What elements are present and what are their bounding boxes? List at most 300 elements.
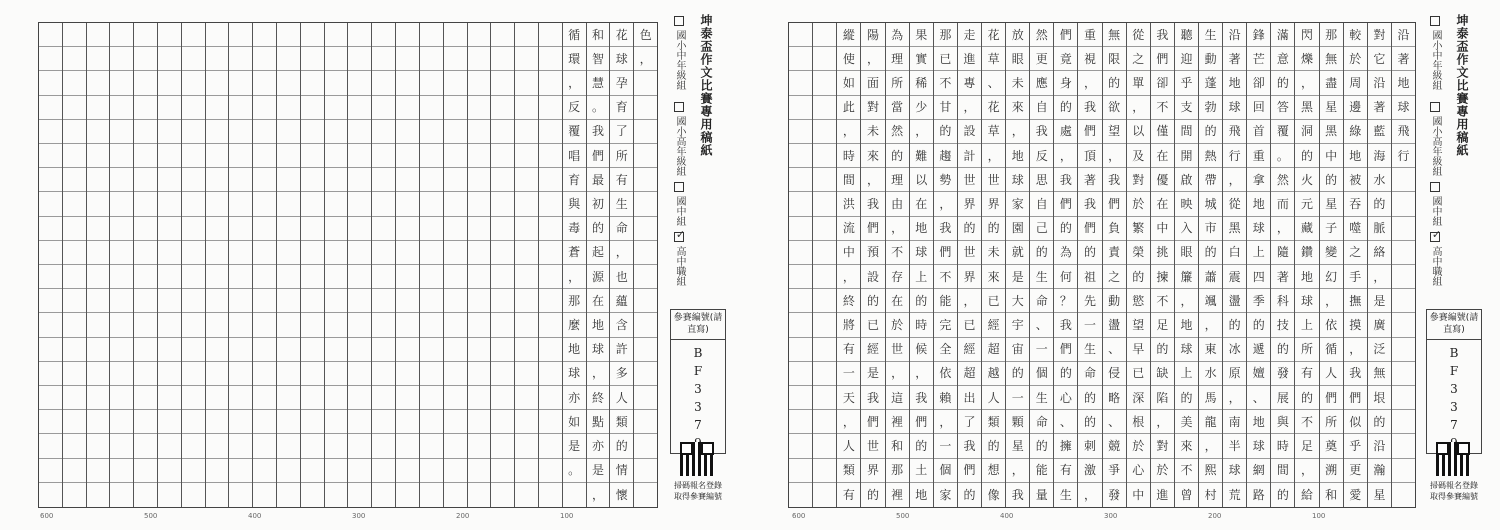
right-option-2[interactable]: 國小高年級組 — [1428, 102, 1443, 176]
manuscript-cell — [206, 120, 229, 144]
manuscript-cell: 足 — [1295, 434, 1318, 458]
manuscript-cell — [301, 386, 324, 410]
scale-label: 300 — [352, 512, 366, 520]
manuscript-cell: 卻 — [1151, 71, 1174, 95]
manuscript-cell — [158, 434, 181, 458]
manuscript-cell: 園 — [1006, 217, 1029, 241]
manuscript-cell — [229, 71, 252, 95]
manuscript-cell: 我 — [1078, 192, 1101, 216]
manuscript-cell — [182, 96, 205, 120]
manuscript-cell: 了 — [958, 410, 981, 434]
manuscript-cell — [539, 168, 562, 192]
left-option-1[interactable]: 國小中年級組 — [672, 16, 687, 90]
manuscript-cell — [634, 410, 657, 434]
manuscript-cell — [539, 434, 562, 458]
manuscript-cell: 人 — [982, 386, 1005, 410]
manuscript-cell: 是 — [587, 459, 610, 483]
manuscript-cell — [277, 96, 300, 120]
manuscript-cell — [444, 362, 467, 386]
manuscript-cell: 亦 — [563, 386, 586, 410]
qr-code-icon[interactable] — [680, 442, 714, 476]
manuscript-cell — [444, 96, 467, 120]
checkbox-icon[interactable] — [674, 102, 684, 112]
manuscript-column — [633, 23, 657, 507]
manuscript-cell — [158, 47, 181, 71]
checkbox-icon[interactable] — [674, 16, 684, 26]
manuscript-cell: 們 — [861, 217, 884, 241]
manuscript-cell: 爍 — [1295, 47, 1318, 71]
manuscript-cell: 身 — [1054, 71, 1077, 95]
manuscript-cell: 球 — [563, 362, 586, 386]
manuscript-cell — [206, 410, 229, 434]
manuscript-cell — [420, 23, 443, 47]
manuscript-column — [1246, 23, 1270, 507]
manuscript-cell — [789, 120, 812, 144]
manuscript-cell: 擁 — [1054, 434, 1077, 458]
manuscript-cell — [539, 47, 562, 71]
manuscript-cell — [277, 241, 300, 265]
manuscript-cell: 一 — [1078, 313, 1101, 337]
manuscript-cell — [789, 23, 812, 47]
checkbox-icon[interactable] — [1430, 16, 1440, 26]
scale-label: 200 — [456, 512, 470, 520]
manuscript-cell — [1392, 192, 1415, 216]
manuscript-cell — [158, 386, 181, 410]
manuscript-cell — [87, 338, 110, 362]
manuscript-cell: 於 — [1127, 192, 1150, 216]
manuscript-cell — [420, 483, 443, 507]
manuscript-cell: 的 — [1271, 71, 1294, 95]
manuscript-cell — [253, 289, 276, 313]
manuscript-cell — [206, 192, 229, 216]
right-option-3[interactable]: 國中組 — [1428, 182, 1443, 226]
manuscript-cell: 的 — [1054, 217, 1077, 241]
manuscript-cell — [468, 289, 491, 313]
manuscript-cell — [158, 23, 181, 47]
manuscript-cell: 完 — [934, 313, 957, 337]
manuscript-cell — [39, 362, 62, 386]
manuscript-cell: 花 — [610, 23, 633, 47]
manuscript-cell — [87, 410, 110, 434]
manuscript-cell — [110, 96, 133, 120]
manuscript-cell — [87, 434, 110, 458]
manuscript-cell: 地 — [1247, 192, 1270, 216]
manuscript-cell — [110, 338, 133, 362]
manuscript-cell — [539, 338, 562, 362]
manuscript-cell — [515, 71, 538, 95]
manuscript-cell — [182, 410, 205, 434]
manuscript-column — [1029, 23, 1053, 507]
manuscript-cell: ， — [1223, 386, 1246, 410]
manuscript-column — [1343, 23, 1367, 507]
manuscript-cell — [87, 313, 110, 337]
manuscript-column — [909, 23, 933, 507]
manuscript-cell — [229, 265, 252, 289]
manuscript-cell — [229, 338, 252, 362]
left-sidebar — [668, 14, 728, 514]
manuscript-cell: 奠 — [1320, 434, 1343, 458]
manuscript-cell — [63, 434, 86, 458]
manuscript-cell: 欲 — [1103, 96, 1126, 120]
manuscript-cell: 入 — [1175, 217, 1198, 241]
manuscript-cell: 乎 — [1175, 71, 1198, 95]
manuscript-cell — [420, 362, 443, 386]
manuscript-cell: 深 — [1127, 386, 1150, 410]
manuscript-cell: 這 — [886, 386, 909, 410]
manuscript-cell — [348, 71, 371, 95]
manuscript-cell: 上 — [1247, 241, 1270, 265]
manuscript-cell — [634, 71, 657, 95]
manuscript-cell — [420, 434, 443, 458]
manuscript-cell — [539, 362, 562, 386]
manuscript-cell: 為 — [886, 23, 909, 47]
manuscript-cell — [813, 313, 836, 337]
manuscript-cell: 水 — [1199, 362, 1222, 386]
left-option-3[interactable]: 國中組 — [672, 182, 687, 226]
manuscript-cell: 超 — [958, 362, 981, 386]
manuscript-cell — [63, 483, 86, 507]
manuscript-cell — [491, 47, 514, 71]
manuscript-cell — [39, 410, 62, 434]
manuscript-cell: 不 — [1151, 96, 1174, 120]
manuscript-cell — [229, 192, 252, 216]
manuscript-cell — [491, 362, 514, 386]
scale-label: 300 — [1104, 512, 1118, 520]
manuscript-cell — [253, 459, 276, 483]
manuscript-cell: 之 — [1103, 265, 1126, 289]
manuscript-cell: 遞 — [1247, 338, 1270, 362]
manuscript-cell: 初 — [587, 192, 610, 216]
manuscript-cell: ， — [1006, 120, 1029, 144]
manuscript-cell: 子 — [1320, 217, 1343, 241]
manuscript-column — [789, 23, 812, 507]
manuscript-cell: 的 — [1199, 241, 1222, 265]
manuscript-cell — [491, 265, 514, 289]
manuscript-cell: 責 — [1103, 241, 1126, 265]
manuscript-cell: 大 — [1006, 289, 1029, 313]
checkbox-icon[interactable] — [674, 182, 684, 192]
manuscript-cell — [134, 47, 157, 71]
left-option-2[interactable]: 國小高年級組 — [672, 102, 687, 176]
manuscript-cell: 計 — [958, 144, 981, 168]
manuscript-cell: 來 — [1006, 96, 1029, 120]
manuscript-cell — [348, 144, 371, 168]
manuscript-cell — [253, 362, 276, 386]
manuscript-cell — [813, 71, 836, 95]
manuscript-cell — [301, 71, 324, 95]
manuscript-cell: 對 — [1368, 23, 1391, 47]
manuscript-cell: 回 — [1247, 96, 1270, 120]
manuscript-cell — [158, 192, 181, 216]
manuscript-cell: 育 — [610, 96, 633, 120]
manuscript-cell: 起 — [587, 241, 610, 265]
manuscript-cell — [491, 338, 514, 362]
manuscript-cell: 我 — [1103, 168, 1126, 192]
manuscript-cell — [348, 23, 371, 47]
manuscript-cell: 滿 — [1271, 23, 1294, 47]
manuscript-cell: 孕 — [610, 71, 633, 95]
manuscript-cell — [87, 192, 110, 216]
manuscript-cell — [301, 47, 324, 71]
manuscript-cell: 地 — [1006, 144, 1029, 168]
scale-label: 500 — [896, 512, 910, 520]
manuscript-cell: 們 — [1344, 386, 1367, 410]
manuscript-cell — [468, 47, 491, 71]
manuscript-cell — [348, 241, 371, 265]
manuscript-cell: 芒 — [1247, 47, 1270, 71]
manuscript-cell: 優 — [1151, 168, 1174, 192]
manuscript-cell — [253, 483, 276, 507]
manuscript-cell — [63, 71, 86, 95]
manuscript-cell: 智 — [587, 47, 610, 71]
manuscript-cell: 動 — [1103, 289, 1126, 313]
manuscript-cell: 侵 — [1103, 362, 1126, 386]
manuscript-cell: 世 — [958, 168, 981, 192]
manuscript-cell — [1392, 483, 1415, 507]
manuscript-cell — [515, 168, 538, 192]
manuscript-cell — [372, 338, 395, 362]
manuscript-cell — [253, 144, 276, 168]
manuscript-cell: 沿 — [1392, 23, 1415, 47]
manuscript-cell: 邊 — [1344, 96, 1367, 120]
manuscript-cell — [206, 289, 229, 313]
manuscript-cell: 限 — [1103, 47, 1126, 71]
qr-code-icon[interactable] — [1436, 442, 1470, 476]
manuscript-column — [490, 23, 514, 507]
manuscript-cell — [325, 459, 348, 483]
manuscript-cell: 洞 — [1295, 120, 1318, 144]
manuscript-cell — [634, 265, 657, 289]
manuscript-column — [371, 23, 395, 507]
manuscript-cell: 在 — [1151, 144, 1174, 168]
right-option-1[interactable]: 國小中年級組 — [1428, 16, 1443, 90]
manuscript-cell: 刺 — [1078, 434, 1101, 458]
manuscript-cell: 展 — [1271, 386, 1294, 410]
manuscript-cell: ， — [1295, 459, 1318, 483]
manuscript-cell: 個 — [1030, 362, 1053, 386]
manuscript-cell — [813, 338, 836, 362]
manuscript-cell: 有 — [842, 487, 855, 502]
manuscript-cell: 慧 — [587, 71, 610, 95]
manuscript-cell: 從 — [1223, 192, 1246, 216]
manuscript-cell: 流 — [837, 217, 860, 241]
manuscript-cell: 發 — [1108, 487, 1121, 502]
manuscript-cell: ， — [1151, 410, 1174, 434]
manuscript-cell: 勢 — [934, 168, 957, 192]
manuscript-cell — [182, 386, 205, 410]
manuscript-cell: 似 — [1344, 410, 1367, 434]
manuscript-cell — [372, 434, 395, 458]
id-character: 7 — [694, 418, 702, 433]
id-character: B — [693, 346, 703, 361]
manuscript-cell: 的 — [1103, 71, 1126, 95]
manuscript-cell: 未 — [861, 120, 884, 144]
manuscript-cell: 星 — [1320, 192, 1343, 216]
manuscript-cell — [491, 71, 514, 95]
manuscript-cell: ， — [934, 192, 957, 216]
manuscript-column — [514, 23, 538, 507]
manuscript-cell — [1392, 217, 1415, 241]
manuscript-cell — [372, 362, 395, 386]
manuscript-column — [347, 23, 371, 507]
manuscript-cell: 白 — [1223, 241, 1246, 265]
manuscript-cell: 的 — [1247, 313, 1270, 337]
manuscript-column — [1222, 23, 1246, 507]
manuscript-cell: 不 — [1295, 410, 1318, 434]
manuscript-cell — [539, 386, 562, 410]
manuscript-cell — [420, 241, 443, 265]
manuscript-column — [1126, 23, 1150, 507]
manuscript-cell — [372, 313, 395, 337]
manuscript-cell: 東 — [1199, 338, 1222, 362]
manuscript-cell: 的 — [1295, 144, 1318, 168]
manuscript-cell — [63, 313, 86, 337]
manuscript-cell: ， — [591, 487, 604, 502]
manuscript-cell: ， — [1223, 168, 1246, 192]
manuscript-cell — [372, 71, 395, 95]
manuscript-cell: ， — [1054, 144, 1077, 168]
manuscript-cell — [110, 217, 133, 241]
manuscript-cell: 我 — [1344, 362, 1367, 386]
manuscript-cell — [63, 168, 86, 192]
manuscript-cell — [634, 144, 657, 168]
manuscript-cell — [301, 459, 324, 483]
manuscript-cell: 已 — [861, 313, 884, 337]
manuscript-cell: ， — [1084, 487, 1097, 502]
id-character: F — [693, 364, 703, 379]
manuscript-cell — [813, 386, 836, 410]
manuscript-cell: 一 — [837, 362, 860, 386]
manuscript-cell: 的 — [1320, 168, 1343, 192]
manuscript-cell — [158, 459, 181, 483]
manuscript-cell — [134, 410, 157, 434]
manuscript-cell — [39, 434, 62, 458]
checkbox-icon[interactable] — [1430, 102, 1440, 112]
manuscript-cell: 盪 — [1103, 313, 1126, 337]
manuscript-cell: 簾 — [1175, 265, 1198, 289]
manuscript-cell — [63, 96, 86, 120]
manuscript-cell: 我 — [1030, 120, 1053, 144]
manuscript-cell: 和 — [587, 23, 610, 47]
manuscript-cell: 裡 — [886, 410, 909, 434]
manuscript-cell — [110, 313, 133, 337]
manuscript-cell: 地 — [910, 217, 933, 241]
manuscript-cell — [110, 71, 133, 95]
manuscript-cell — [539, 265, 562, 289]
manuscript-cell: 對 — [861, 96, 884, 120]
manuscript-cell: 我 — [910, 386, 933, 410]
manuscript-cell: 許 — [610, 338, 633, 362]
manuscript-cell: ， — [1175, 289, 1198, 313]
manuscript-cell: 越 — [982, 362, 1005, 386]
manuscript-cell: 的 — [867, 487, 880, 502]
manuscript-cell — [134, 265, 157, 289]
manuscript-cell — [206, 241, 229, 265]
manuscript-cell — [444, 483, 467, 507]
manuscript-column — [1150, 23, 1174, 507]
manuscript-cell — [539, 289, 562, 313]
manuscript-cell: 們 — [1078, 217, 1101, 241]
manuscript-cell: 噬 — [1344, 217, 1367, 241]
manuscript-cell: 了 — [610, 120, 633, 144]
left-sheet-title: 坤泰盃作文比賽專用稿紙 — [699, 14, 713, 157]
manuscript-cell — [39, 241, 62, 265]
manuscript-cell — [563, 483, 586, 507]
manuscript-cell — [110, 410, 133, 434]
manuscript-cell — [206, 313, 229, 337]
manuscript-cell — [1392, 289, 1415, 313]
manuscript-cell — [87, 362, 110, 386]
manuscript-cell: ， — [958, 289, 981, 313]
manuscript-cell — [206, 144, 229, 168]
manuscript-cell — [325, 217, 348, 241]
checkbox-checked-icon[interactable] — [674, 232, 684, 242]
manuscript-cell: 科 — [1271, 289, 1294, 313]
manuscript-cell: 與 — [563, 192, 586, 216]
manuscript-cell — [301, 434, 324, 458]
manuscript-cell: 冰 — [1223, 338, 1246, 362]
manuscript-cell — [134, 483, 157, 507]
left-option-4[interactable]: ✓高中職組 — [672, 232, 687, 286]
manuscript-cell — [229, 313, 252, 337]
manuscript-cell: 盪 — [1223, 289, 1246, 313]
manuscript-column — [1367, 23, 1391, 507]
manuscript-cell — [348, 168, 371, 192]
manuscript-cell — [158, 410, 181, 434]
manuscript-cell: 的 — [1054, 96, 1077, 120]
manuscript-cell: 對 — [1127, 168, 1150, 192]
id-character: 7 — [1450, 418, 1458, 433]
manuscript-cell — [813, 483, 836, 507]
manuscript-cell — [134, 23, 157, 47]
manuscript-column — [86, 23, 110, 507]
checkbox-icon[interactable] — [1430, 182, 1440, 192]
manuscript-cell: 的 — [963, 487, 976, 502]
manuscript-cell — [158, 168, 181, 192]
manuscript-cell — [420, 265, 443, 289]
manuscript-cell — [396, 23, 419, 47]
right-option-4[interactable]: ✓高中職組 — [1428, 232, 1443, 286]
manuscript-cell — [229, 144, 252, 168]
manuscript-cell — [348, 217, 371, 241]
manuscript-cell — [206, 434, 229, 458]
manuscript-cell — [789, 144, 812, 168]
checkbox-checked-icon[interactable] — [1430, 232, 1440, 242]
manuscript-cell — [634, 362, 657, 386]
manuscript-cell — [110, 120, 133, 144]
manuscript-cell — [396, 410, 419, 434]
manuscript-cell: 已 — [934, 47, 957, 71]
manuscript-cell — [539, 483, 562, 507]
manuscript-cell — [515, 289, 538, 313]
manuscript-cell: 爭 — [1103, 459, 1126, 483]
manuscript-cell — [348, 47, 371, 71]
manuscript-cell — [539, 71, 562, 95]
manuscript-cell — [372, 144, 395, 168]
right-sheet-title: 坤泰盃作文比賽專用稿紙 — [1455, 14, 1469, 157]
manuscript-cell: 趨 — [934, 144, 957, 168]
manuscript-cell: 環 — [563, 47, 586, 71]
manuscript-cell: ， — [837, 265, 860, 289]
manuscript-cell — [277, 217, 300, 241]
manuscript-cell — [396, 459, 419, 483]
manuscript-cell: 網 — [1247, 459, 1270, 483]
manuscript-cell: ， — [563, 265, 586, 289]
manuscript-cell — [813, 96, 836, 120]
manuscript-cell — [444, 120, 467, 144]
manuscript-cell — [325, 144, 348, 168]
manuscript-cell: 能 — [934, 289, 957, 313]
